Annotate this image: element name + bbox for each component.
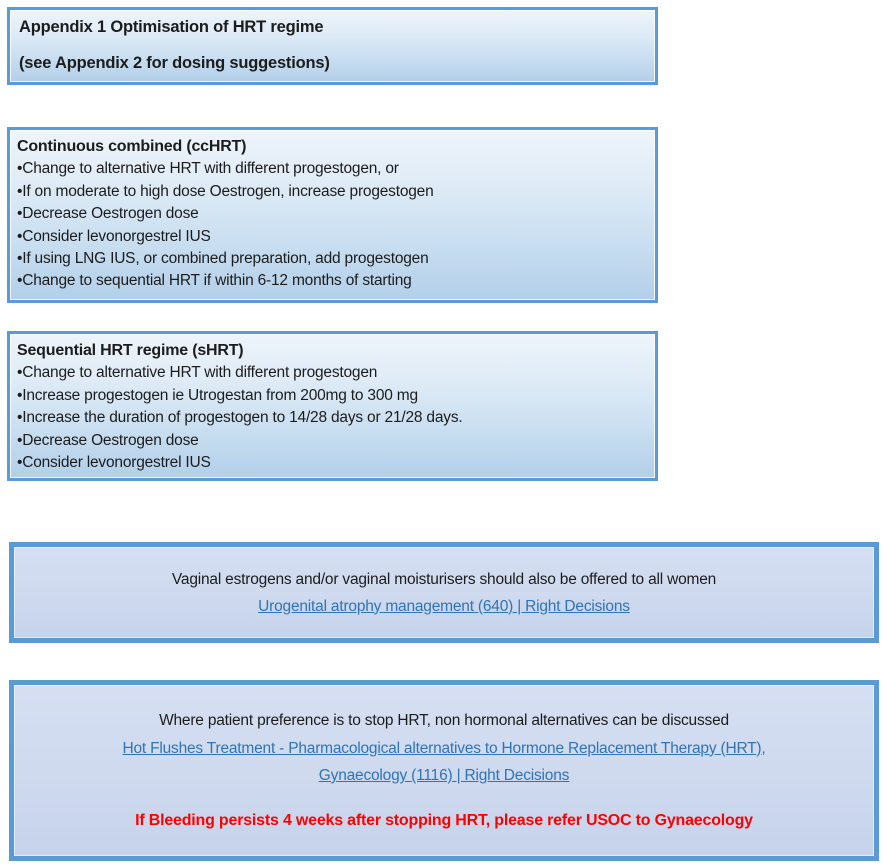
appendix-title: Appendix 1 Optimisation of HRT regime	[19, 18, 324, 36]
vaginal-estrogens-box	[9, 542, 879, 643]
cchrt-bullet-6: •Change to sequential HRT if within 6-12 months of starting	[17, 272, 412, 290]
hot-flushes-link[interactable]	[122, 735, 765, 790]
shrt-bullet-1: •Change to alternative HRT with different progestogen	[17, 364, 378, 382]
urogenital-atrophy-link[interactable]: Urogenital atrophy management (640) | Right Decisions	[258, 597, 630, 615]
appendix-subtitle: (see Appendix 2 for dosing suggestions)	[19, 54, 330, 72]
cchrt-bullet-4: •Consider levonorgestrel IUS	[17, 227, 211, 245]
hot-flushes-link-line-2[interactable]: Gynaecology (1116) | Right Decisions	[318, 767, 570, 784]
cchrt-bullet-5: •If using LNG IUS, or combined preparation, add progestogen	[17, 250, 429, 268]
cchrt-bullet-3: •Decrease Oestrogen dose	[17, 205, 199, 223]
hot-flushes-link-line-1[interactable]: Hot Flushes Treatment - Pharmacological alternatives to Hormone Replacement Therapy (HRT),	[122, 739, 766, 757]
shrt-bullet-3: •Increase the duration of progestogen to 14/28 days or 21/28 days.	[17, 409, 463, 427]
shrt-bullet-4: •Decrease Oestrogen dose	[17, 431, 199, 449]
shrt-title: Sequential HRT regime (sHRT)	[17, 342, 244, 359]
appendix-header-box	[7, 7, 658, 85]
shrt-bullet-5: •Consider levonorgestrel IUS	[17, 454, 211, 472]
cchrt-box	[7, 127, 658, 303]
cchrt-bullet-1: •Change to alternative HRT with different progestogen, or	[17, 160, 399, 178]
stop-hrt-box	[9, 680, 879, 861]
stop-hrt-text: Where patient preference is to stop HRT, non hormonal alternatives can be discussed	[159, 712, 729, 729]
vaginal-estrogens-text: Vaginal estrogens and/or vaginal moisturisers should also be offered to all women	[171, 570, 717, 588]
shrt-box	[7, 331, 658, 481]
shrt-bullet-2: •Increase progestogen ie Utrogestan from 200mg to 300 mg	[17, 386, 418, 404]
bleeding-warning-text: If Bleeding persists 4 weeks after stopping HRT, please refer USOC to Gynaecology	[135, 811, 753, 829]
cchrt-title: Continuous combined (ccHRT)	[17, 138, 247, 155]
cchrt-bullet-2: •If on moderate to high dose Oestrogen, increase progestogen	[17, 182, 434, 200]
